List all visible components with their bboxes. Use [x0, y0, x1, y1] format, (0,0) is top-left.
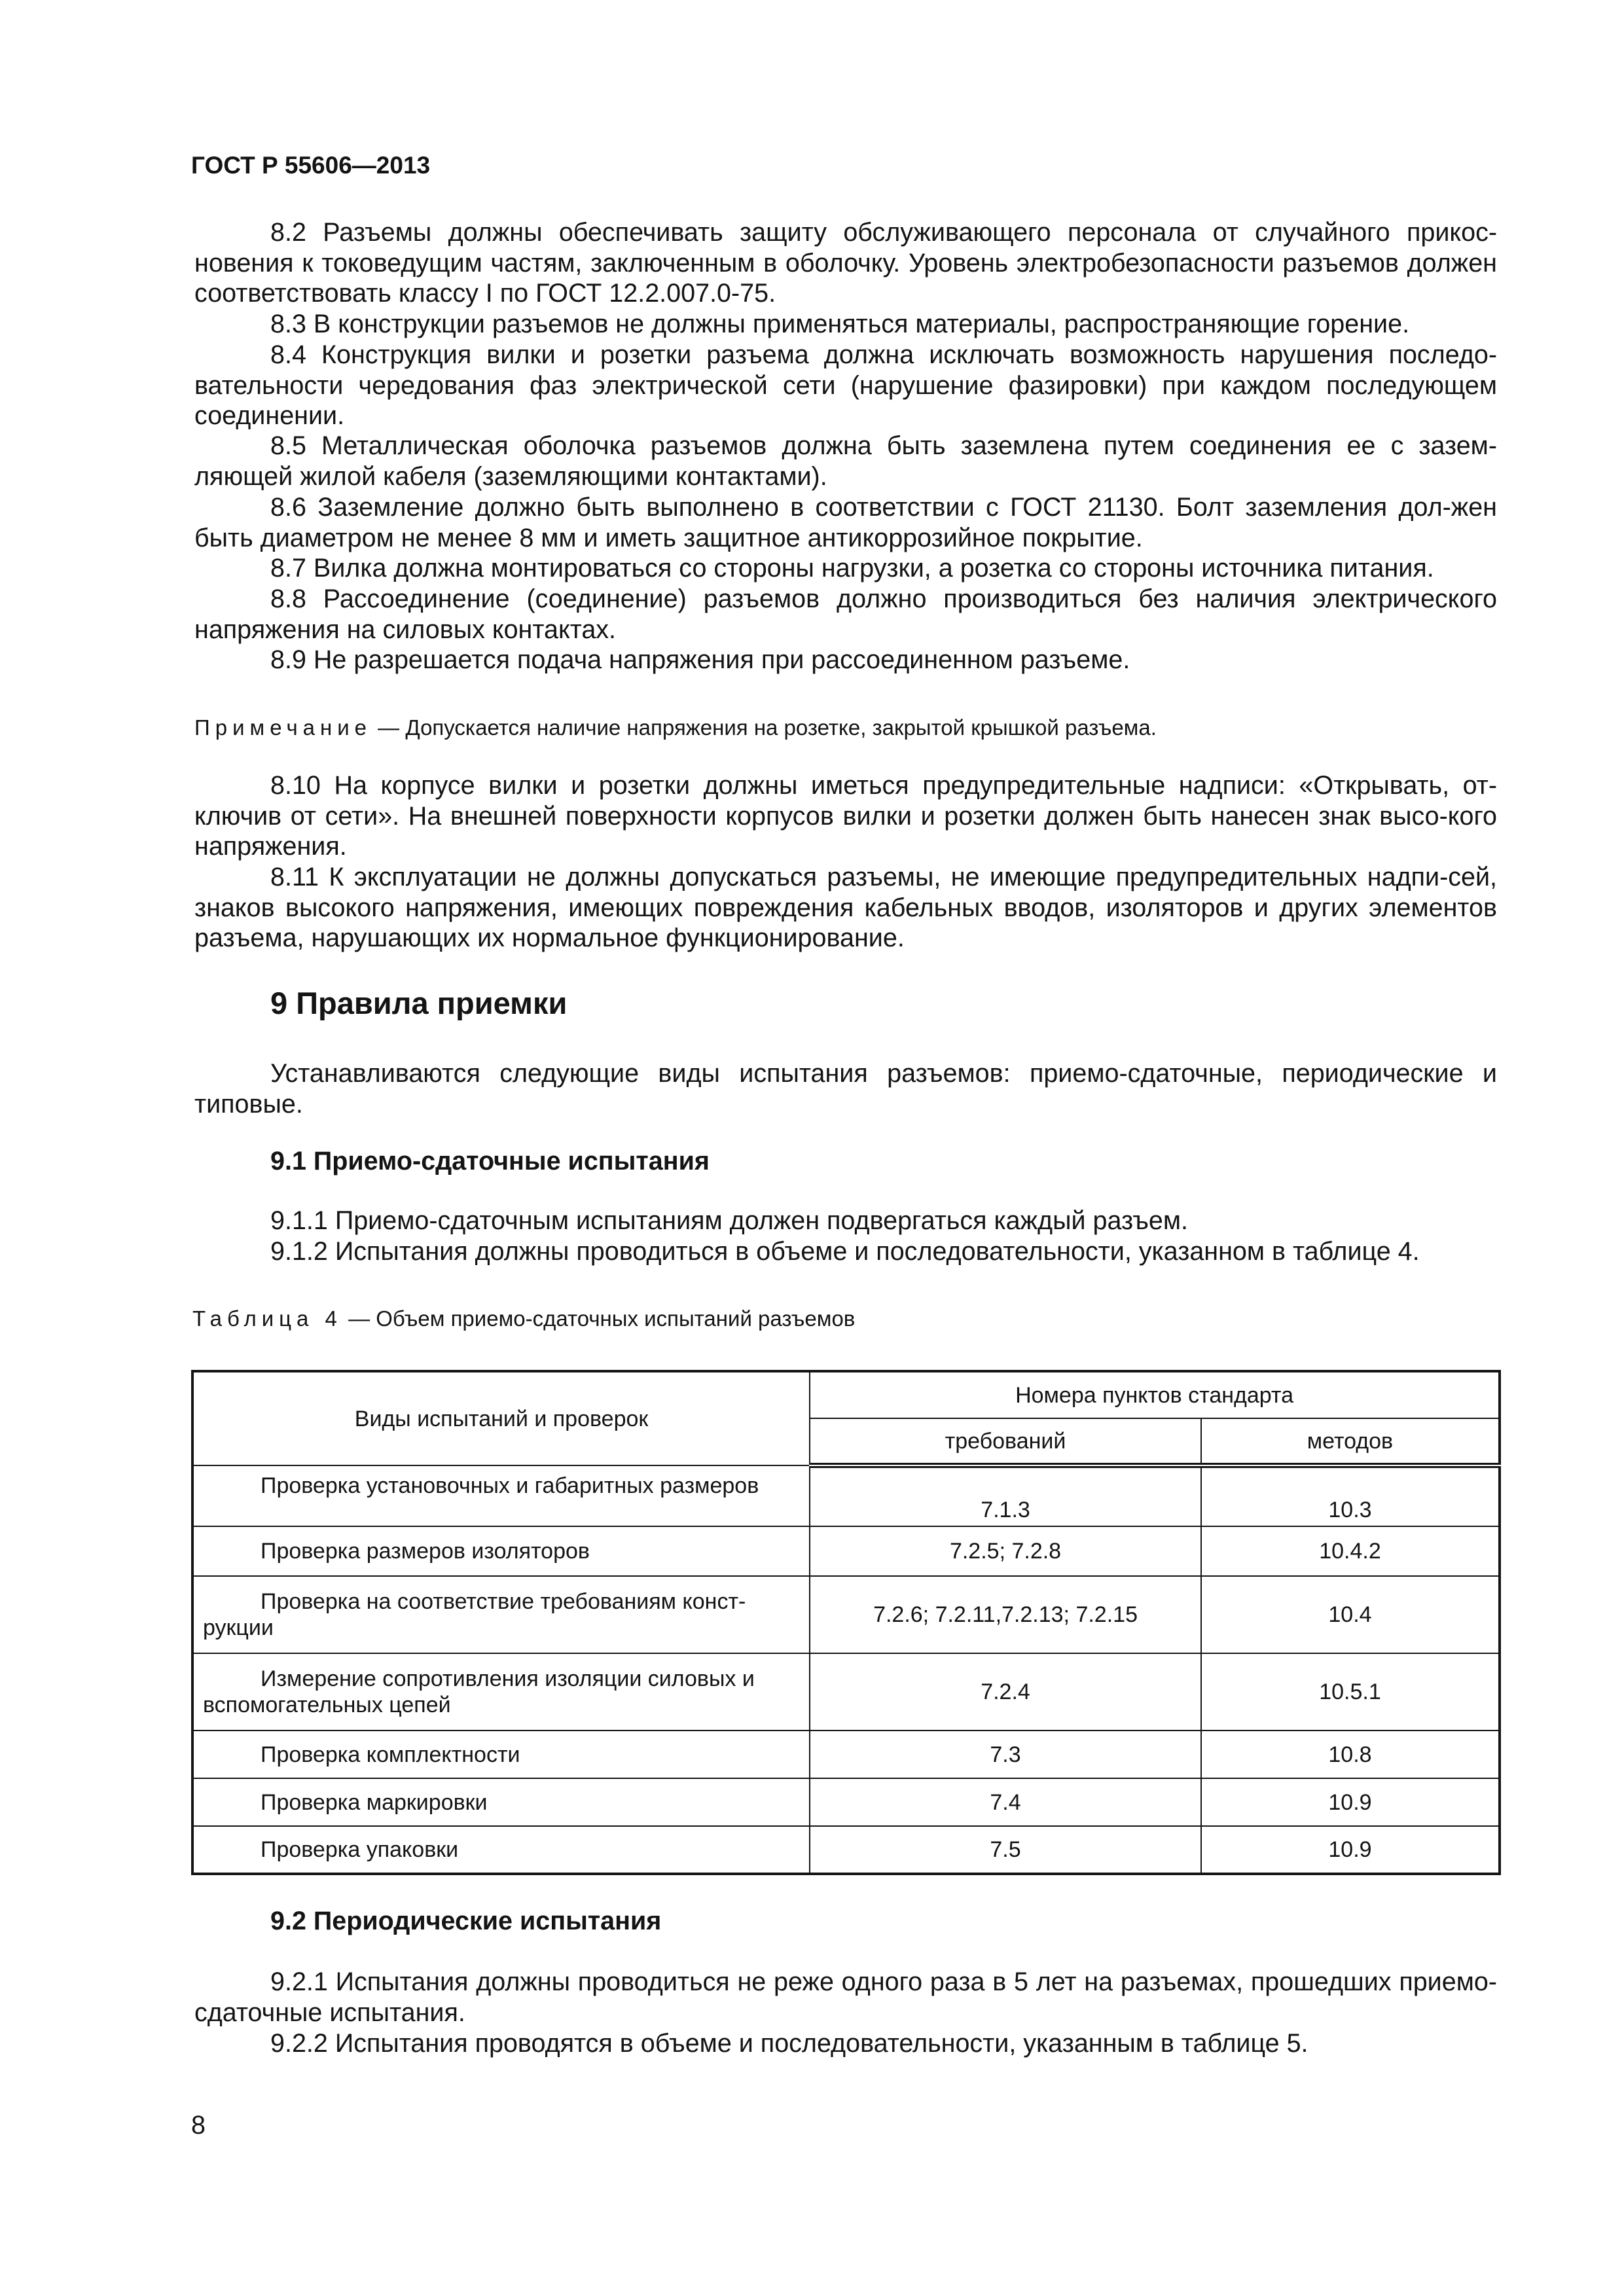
section-9-title: 9 Правила приемки: [270, 986, 568, 1020]
note-label: Примечание: [194, 715, 372, 740]
table-row: [192, 1731, 1500, 1778]
row-method: 10.9: [1201, 1826, 1500, 1874]
header-methods: методов: [1201, 1418, 1500, 1465]
section-9-intro: Устанавливаются следующие виды испытания разъемов: приемо-сдаточные, периодические и типовые.: [194, 1059, 1497, 1119]
paragraph-8-6: 8.6 Заземление должно быть выполнено в соответствии с ГОСТ 21130. Болт заземления дол-жен быть диаметром не менее 8 мм и иметь защитное антикоррозийное покрытие.: [194, 493, 1497, 552]
table-row: [192, 1653, 1500, 1731]
row-requirement: 7.1.3: [810, 1465, 1201, 1526]
row-test-name: Проверка на соответствие требованиям конст-рукции: [192, 1576, 810, 1653]
paragraph-8-3: 8.3 В конструкции разъемов не должны применяться материалы, распространяющие горение.: [270, 310, 1410, 338]
paragraph-8-10: 8.10 На корпусе вилки и розетки должны иметься предупредительные надписи: «Открывать, от-ключив от сети». На внешней поверхности корпусов вилки и розетки должен быть нанесен знак высо-кого напряжения.: [194, 771, 1497, 861]
row-method: 10.4.2: [1201, 1526, 1500, 1576]
row-test-name: Измерение сопротивления изоляции силовых и вспомогательных цепей: [192, 1653, 810, 1731]
paragraph-9-2-2: 9.2.2 Испытания проводятся в объеме и последовательности, указанным в таблице 5.: [270, 2029, 1308, 2058]
row-method: 10.5.1: [1201, 1653, 1500, 1731]
page-number: 8: [191, 2111, 206, 2140]
header-standard-clauses: Номера пунктов стандарта: [810, 1371, 1500, 1418]
note-text: — Допускается наличие напряжения на розетке, закрытой крышкой разъема.: [372, 715, 1157, 740]
note: [194, 715, 1497, 741]
table-4-caption: [192, 1306, 855, 1331]
row-test-name: Проверка размеров изоляторов: [192, 1526, 810, 1576]
row-requirement: 7.2.6; 7.2.11,7.2.13; 7.2.15: [810, 1576, 1201, 1653]
paragraph-9-1-2: 9.1.2 Испытания должны проводиться в объеме и последовательности, указанном в таблице 4.: [270, 1237, 1420, 1266]
table-row: [192, 1576, 1500, 1653]
header-requirements: требований: [810, 1418, 1201, 1465]
paragraph-8-2: 8.2 Разъемы должны обеспечивать защиту обслуживающего персонала от случайного прикос-новения к токоведущим частям, заключенным в оболочку. Уровень электробезопасности разъемов должен соответствовать классу I по ГОСТ 12.2.007.0-75.: [194, 218, 1497, 308]
paragraph-8-7: 8.7 Вилка должна монтироваться со стороны нагрузки, а розетка со стороны источника питания.: [270, 554, 1434, 583]
table-header-row: [192, 1371, 1500, 1418]
row-requirement: 7.2.4: [810, 1653, 1201, 1731]
document-code: ГОСТ Р 55606—2013: [191, 152, 431, 179]
paragraph-8-9: 8.9 Не разрешается подача напряжения при рассоединенном разъеме.: [270, 645, 1130, 674]
section-9-1-title: 9.1 Приемо-сдаточные испытания: [270, 1147, 710, 1175]
paragraph-9-2-1: 9.2.1 Испытания должны проводиться не реже одного раза в 5 лет на разъемах, прошедших приемо-сдаточные испытания.: [194, 1967, 1497, 2027]
row-method: 10.3: [1201, 1465, 1500, 1526]
table-4: [191, 1370, 1501, 1875]
table-row: [192, 1465, 1500, 1526]
row-requirement: 7.4: [810, 1778, 1201, 1826]
row-requirement: 7.5: [810, 1826, 1201, 1874]
paragraph-9-1-1: 9.1.1 Приемо-сдаточным испытаниям должен подвергаться каждый разъем.: [270, 1206, 1189, 1235]
row-method: 10.4: [1201, 1576, 1500, 1653]
row-test-name: Проверка установочных и габаритных размеров: [192, 1465, 810, 1526]
table-4-caption-label: Таблица 4: [192, 1306, 342, 1331]
row-requirement: 7.2.5; 7.2.8: [810, 1526, 1201, 1576]
row-test-name: Проверка комплектности: [192, 1731, 810, 1778]
row-method: 10.8: [1201, 1731, 1500, 1778]
row-requirement: 7.3: [810, 1731, 1201, 1778]
paragraph-8-8: 8.8 Рассоединение (соединение) разъемов должно производиться без наличия электрического напряжения на силовых контактах.: [194, 584, 1497, 644]
row-method: 10.9: [1201, 1778, 1500, 1826]
paragraph-8-5: 8.5 Металлическая оболочка разъемов должна быть заземлена путем соединения ее с зазем-ляющей жилой кабеля (заземляющими контактами).: [194, 431, 1497, 491]
table-row: [192, 1526, 1500, 1576]
row-test-name: Проверка маркировки: [192, 1778, 810, 1826]
table-4-caption-text: — Объем приемо-сдаточных испытаний разъемов: [342, 1306, 856, 1331]
table-row: [192, 1826, 1500, 1874]
paragraph-8-11: 8.11 К эксплуатации не должны допускаться разъемы, не имеющие предупредительных надпи-сей, знаков высокого напряжения, имеющих повреждения кабельных вводов, изоляторов и других элементов разъема, нарушающих их нормальное функционирование.: [194, 863, 1497, 952]
row-test-name: Проверка упаковки: [192, 1826, 810, 1874]
section-9-2-title: 9.2 Периодические испытания: [270, 1907, 662, 1935]
paragraph-8-4: 8.4 Конструкция вилки и розетки разъема должна исключать возможность нарушения последо-вательности чередования фаз электрической сети (нарушение фазировки) при каждом последующем соединении.: [194, 340, 1497, 430]
header-test-type: Виды испытаний и проверок: [192, 1371, 810, 1465]
table-row: [192, 1778, 1500, 1826]
